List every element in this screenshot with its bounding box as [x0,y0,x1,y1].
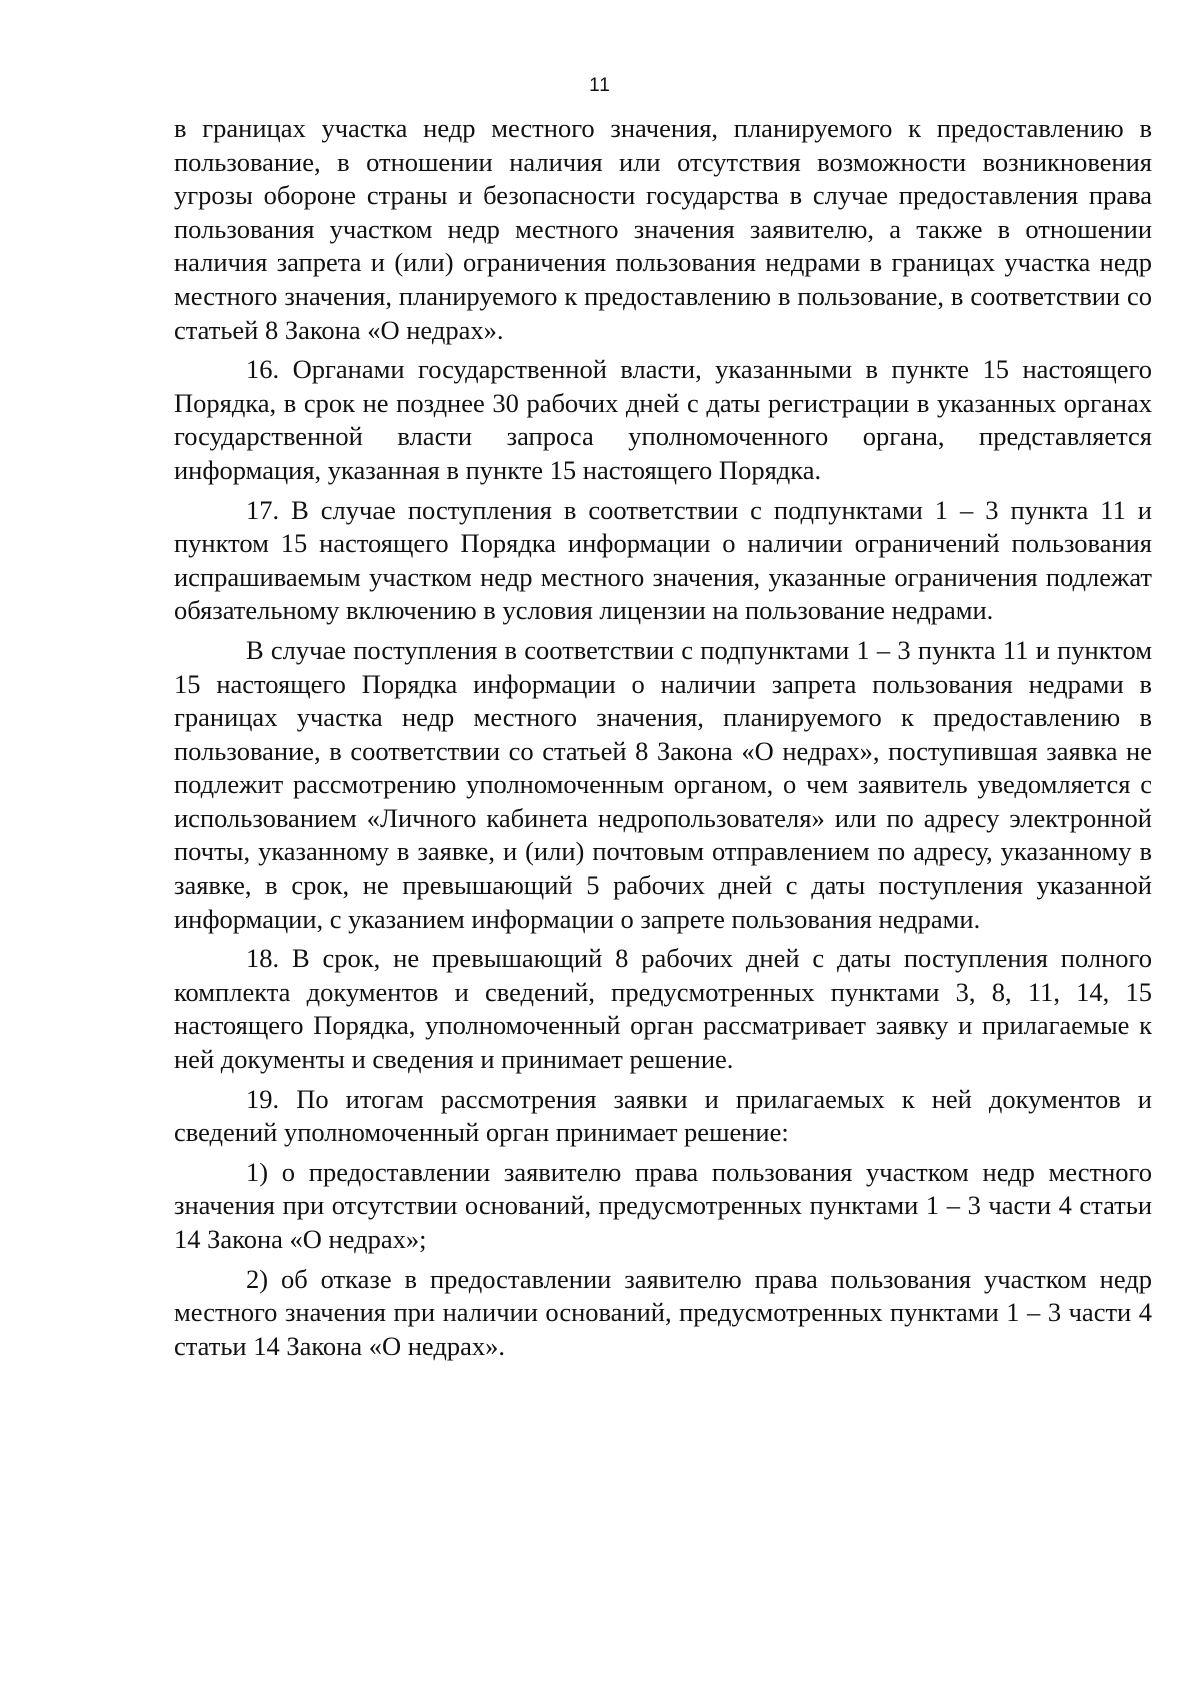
paragraph-item-18: 18. В срок, не превышающий 8 рабочих дней с даты поступления полного комплекта документов и сведений, предусмотренных пунктами 3, 8, 11, 14, 15 настоящего Порядка, уполномоченный орган рассматривает заявку и прилагаемые к ней документы и сведения и принимает решение. [174,943,1152,1075]
paragraph-continuation: в границах участка недр местного значения, планируемого к предоставлению в пользование, в отношении наличия или отсутствия возможности возникновения угрозы обороне страны и безопасности государства в случае предоставления права пользования участком недр местного значения заявителю, а также в отношении наличия запрета и (или) ограничения пользования недрами в границах участка недр местного значения, планируемого к предоставлению в пользование, в соответствии со статьей 8 Закона «О недрах». [174,113,1152,345]
document-body [174,112,1152,1369]
paragraph-item-19: 19. По итогам рассмотрения заявки и прилагаемых к ней документов и сведений уполномоченный орган принимает решение: [174,1083,1152,1148]
paragraph-item-16: 16. Органами государственной власти, указанными в пункте 15 настоящего Порядка, в срок не позднее 30 рабочих дней с даты регистрации в указанных органах государственной власти запроса уполномоченного органа, представляется информация, указанная в пункте 15 настоящего Порядка. [174,354,1152,485]
paragraph-item-17: 17. В случае поступления в соответствии с подпунктами 1 – 3 пункта 11 и пунктом 15 настоящего Порядка информации о наличии ограничений пользования испрашиваемым участком недр местного значения, указанные ограничения подлежат обязательному включению в условия лицензии на пользование недрами. [174,494,1152,626]
paragraph-subitem-1: 1) о предоставлении заявителю права пользования участком недр местного значения при отсутствии оснований, предусмотренных пунктами 1 – 3 части 4 статьи 14 Закона «О недрах»; [174,1156,1152,1254]
paragraph-subitem-2: 2) об отказе в предоставлении заявителю права пользования участком недр местного значения при наличии оснований, предусмотренных пунктами 1 – 3 части 4 статьи 14 Закона «О недрах». [174,1263,1152,1361]
paragraph-item-17-continued: В случае поступления в соответствии с подпунктами 1 – 3 пункта 11 и пунктом 15 настоящего Порядка информации о наличии запрета пользования недрами в границах участка недр местного значения, планируемого к предоставлению в пользование, в соответствии со статьей 8 Закона «О недрах», поступившая заявка не подлежит рассмотрению уполномоченным органом, о чем заявитель уведомляется с использованием «Личного кабинета недропользователя» или по адресу электронной почты, указанному в заявке, и (или) почтовым отправлением по адресу, указанному в заявке, в срок, не превышающий 5 рабочих дней с даты поступления указанной информации, с указанием информации о запрете пользования недрами. [174,634,1152,934]
page-number: 11 [589,75,611,96]
